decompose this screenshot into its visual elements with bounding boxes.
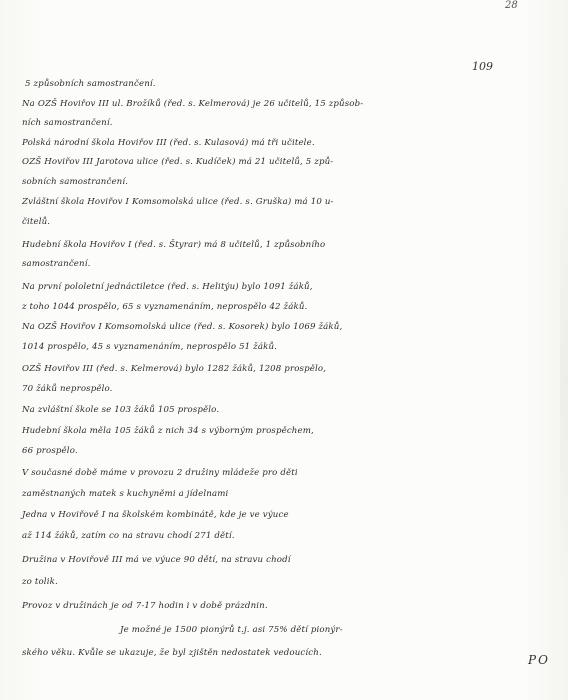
text-line: 66 prospělo. [22,446,78,456]
text-line: Provoz v družinách je od 7-17 hodin i v době prázdnin. [22,601,268,611]
text-line: Polská národní škola Hoviřov III (řed. s. Kulasová) má tři učitele. [22,138,315,148]
text-line: Jedna v Hoviřově I na školském kombinátě, kde je ve výuce [22,510,289,520]
text-line: Na OZŠ Hoviřov I Komsomolská ulice (řed. s. Kosorek) bylo 1069 žáků, [22,322,343,332]
text-line: Na OZŠ Hoviřov III ul. Brožíků (řed. s. Kelmerová) je 26 učitelů, 15 způsob- [22,99,364,109]
text-line: sobních samostrančení. [22,177,129,187]
text-line: Družina v Hoviřově III má ve výuce 90 dětí, na stravu chodí [22,555,291,565]
text-line: Na první pololetní jednáctiletce (řed. s. Helitýu) bylo 1091 žáků, [22,282,313,292]
text-line: V současné době máme v provozu 2 družiny mládeže pro děti [22,468,298,478]
text-line: Zvláštní škola Hoviřov I Komsomolská ulice (řed. s. Gruška) má 10 u- [22,197,334,207]
text-line: samostrančení. [22,259,91,269]
text-line: zo tolik. [22,577,58,587]
text-line: zaměstnaných matek s kuchyněmi a jídelnami [22,489,229,499]
text-line: Na zvláštní škole se 103 žáků 105 prospělo. [22,405,220,415]
text-line: Hudební škola Hoviřov I (řed. s. Štyrar) má 8 učitelů, 1 způsobního [22,240,326,250]
text-line: ních samostrančení. [22,118,113,128]
text-line: Hudební škola měla 105 žáků z nich 34 s výborným prospěchem, [22,426,314,436]
page-number: 109 [472,60,493,73]
text-line: 70 žáků neprospělo. [22,384,113,394]
text-line: ského věku. Kvůle se ukazuje, že byl zjištěn nedostatek vedoucích. [22,648,322,658]
text-line: z toho 1044 prospělo, 65 s vyznamenáním, neprospělo 42 žáků. [22,302,308,312]
text-line: Je možné je 1500 pionýrů t.j. asi 75% dětí pionýr- [120,625,343,635]
text-line: 1014 prospělo, 45 s vyznamenáním, neprospělo 51 žáků. [22,342,278,352]
corner-mark: 28 [505,0,518,11]
margin-note: PO [528,653,550,667]
text-line: 5 způsobních samostrančení. [25,79,156,89]
text-line: OZŠ Hoviřov III Jarotova ulice (řed. s. Kudíček) má 21 učitelů, 5 způ- [22,157,334,167]
text-line: až 114 žáků, zatím co na stravu chodí 271 dětí. [22,531,235,541]
text-line: OZŠ Hoviřov III (řed. s. Kelmerová) bylo 1282 žáků, 1208 prospělo, [22,364,327,374]
text-line: čitelů. [22,217,51,227]
